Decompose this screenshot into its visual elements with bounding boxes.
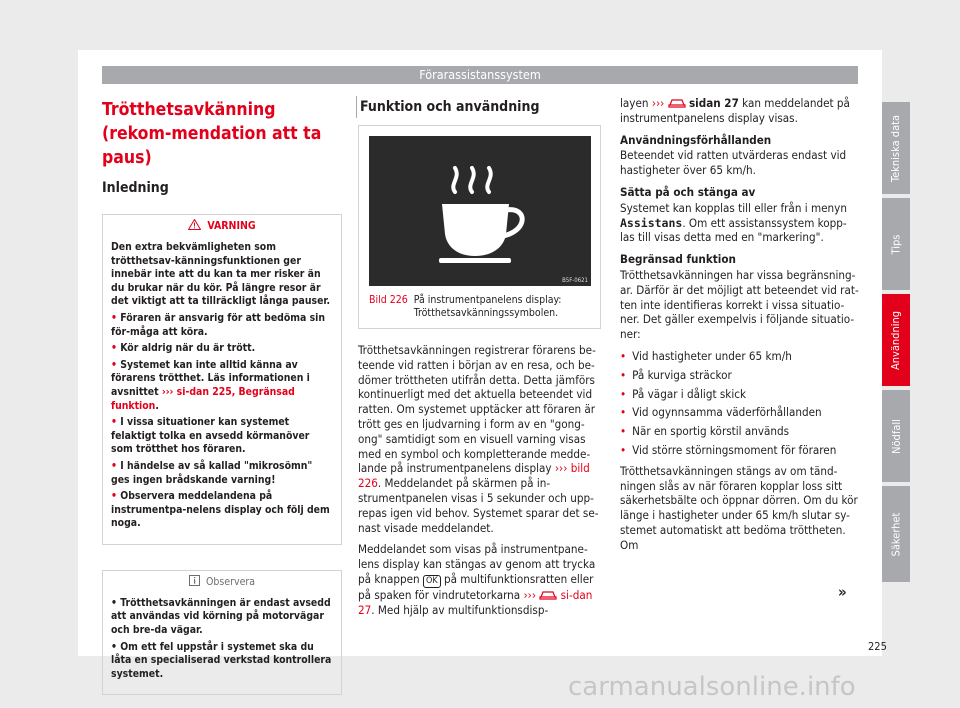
ok-key-icon: OK xyxy=(423,575,441,588)
warning-item: • Föraren är ansvarig för att bedöma sin för-måga att köra. xyxy=(111,311,325,338)
warning-item: • Kör aldrig när du är trött. xyxy=(111,342,256,355)
warning-intro: Den extra bekvämligheten som trötthetsav-känningsfunktionen ger innebär inte att du kan ta mer risker än du brukar när du kör. På längre resor är det viktigt att ta tillräckligt långa pauser. xyxy=(111,241,331,308)
tab-nodfall[interactable]: Nödfall xyxy=(882,390,910,482)
figure-code: B5F-0621 xyxy=(562,277,588,284)
subheading: Begränsad funktion xyxy=(620,252,736,267)
list-item: • När en sportig körstil används xyxy=(620,424,790,439)
page-ref-link[interactable]: sidan 27 xyxy=(688,96,739,110)
continued-arrow: » xyxy=(838,583,847,601)
tab-sakerhet[interactable]: Säkerhet xyxy=(882,486,910,582)
cross-ref-arrows: ››› xyxy=(161,385,174,398)
body-text xyxy=(620,96,860,553)
subtitle: Inledning xyxy=(102,180,169,196)
figure-label: Bild 226 xyxy=(369,294,408,306)
figure-ref-link[interactable]: ››› bild 226 xyxy=(358,461,590,491)
bullet-list xyxy=(620,349,860,458)
page-ref-link[interactable]: si-dan 27 xyxy=(358,587,593,617)
warning-box xyxy=(102,214,342,545)
cross-ref-link[interactable]: si-dan 225, Begränsad funktion xyxy=(111,385,295,412)
figure-caption xyxy=(369,294,590,320)
warning-item: • I händelse av så kallad "mikrosömn" ges ingen brådskande varning! xyxy=(111,459,313,486)
warning-item: • Observera meddelandena på instrumentpa-nelens display och följ dem noga. xyxy=(111,490,330,530)
note-label: Observera xyxy=(205,575,256,588)
paragraph: Trötthetsavkänningen stängs av om tänd-ningen slås av när föraren kopplar loss sitt säkerhetsbälte och öppnar dörren. Om du kör länge i hastigheter under 65 km/h slutar sy-stemet automatiskt att bedöma tröttheten. Om xyxy=(620,463,858,552)
warning-triangle-icon xyxy=(188,219,201,233)
section-heading: Funktion och användning xyxy=(356,96,599,118)
car-book-icon xyxy=(539,588,557,600)
figure-caption-text: På instrumentpanelens display: Trötthetsavkänningssymbolen. xyxy=(413,294,562,319)
info-icon xyxy=(189,575,200,589)
menu-name: Assistans xyxy=(620,215,683,230)
warning-label: VARNING xyxy=(207,220,256,232)
paragraph: Trötthetsavkänningen registrerar förarens be-teende vid ratten i början av en resa, och be-dömer tröttheten utifrån detta. Detta jämförs kontinuerligt med det aktuella beteendet vid ratten. Om systemet upptäcker att föraren är trött ges en ljudvarning i form av en "gong-ong" samtidigt som en visuell varning visas med en symbol och kompletterande medde-lande på instrumentpanelens display ››› bild 226. Meddelandet på skärmen på in-strumentpanelen visas i 5 sekunder och upp-repas igen vid behov. Systemet sparar det se-nast visade meddelandet. xyxy=(358,343,599,535)
warning-item: • Systemet kan inte alltid känna av förarens trötthet. Läs informationen i avsnittet ››› si-dan 225, Begränsad funktion. xyxy=(111,358,310,412)
tab-anvandning[interactable]: Användning xyxy=(882,294,910,386)
list-item: • På kurviga sträckor xyxy=(620,367,732,382)
column-right xyxy=(620,96,860,560)
paragraph: layen ››› sidan 27 kan meddelandet på instrumentpanelens display visas. xyxy=(620,96,850,125)
body-text xyxy=(358,343,601,618)
warning-body xyxy=(103,237,341,544)
list-item: • På vägar i dåligt skick xyxy=(620,386,746,401)
warning-header xyxy=(103,215,341,237)
figure-box xyxy=(358,125,601,329)
note-item: • Trötthetsavkänningen är endast avsedd att användas vid körning på motorvägar och bre-da vägar. xyxy=(111,596,331,637)
subheading: Användningsförhållanden xyxy=(620,132,772,147)
display-figure xyxy=(369,136,591,286)
list-item: • Vid ogynnsamma väderförhållanden xyxy=(620,405,822,420)
tab-tips[interactable]: Tips xyxy=(882,198,910,290)
section-header: Förarassistanssystem xyxy=(102,66,858,84)
list-item: • Vid hastigheter under 65 km/h xyxy=(620,348,792,363)
watermark: carmanualsonline.info xyxy=(568,672,856,702)
chapter-tabs xyxy=(882,0,910,708)
warning-item: • I vissa situationer kan systemet felaktigt tolka en avsedd körmanöver som trötthet hos föraren. xyxy=(111,416,310,456)
paragraph: Beteendet vid ratten utvärderas endast vid hastigheter över 65 km/h. xyxy=(620,148,847,178)
car-book-icon xyxy=(668,96,686,108)
subheading: Sätta på och stänga av xyxy=(620,184,756,199)
paragraph: Meddelandet som visas på instrumentpane-lens display kan stängas av genom att trycka på knappen OK på multifunktionsratten eller på spaken för vindrutetorkarna ››› si-dan 27. Med hjälp av multifunktionsdisp- xyxy=(358,542,596,617)
list-item: • Vid större störningsmoment för föraren xyxy=(620,442,837,457)
note-body xyxy=(103,593,341,695)
column-left xyxy=(102,96,342,695)
note-header xyxy=(103,571,341,593)
paragraph: Systemet kan kopplas till eller från i menyn Assistans. Om ett assistanssystem kopp-las till visas detta med en "markering". xyxy=(620,200,847,245)
note-item: • Om ett fel uppstår i systemet ska du låta en specialiserad verkstad kontrollera systemet. xyxy=(111,640,332,680)
coffee-cup-icon xyxy=(369,136,591,286)
note-box xyxy=(102,570,342,696)
page-number: 225 xyxy=(868,640,887,653)
column-middle xyxy=(358,96,601,625)
tab-tekniska-data[interactable]: Tekniska data xyxy=(882,102,910,194)
paragraph: Trötthetsavkänningen har vissa begränsning-ar. Därför är det möjligt att beteendet vid rat-ten inte identifieras korrekt i vissa situatio-ner. Det gäller exempelvis i följande situatio-ner: xyxy=(620,267,859,342)
page-title: Trötthetsavkänning (rekom-mendation att ta paus) xyxy=(102,100,322,168)
